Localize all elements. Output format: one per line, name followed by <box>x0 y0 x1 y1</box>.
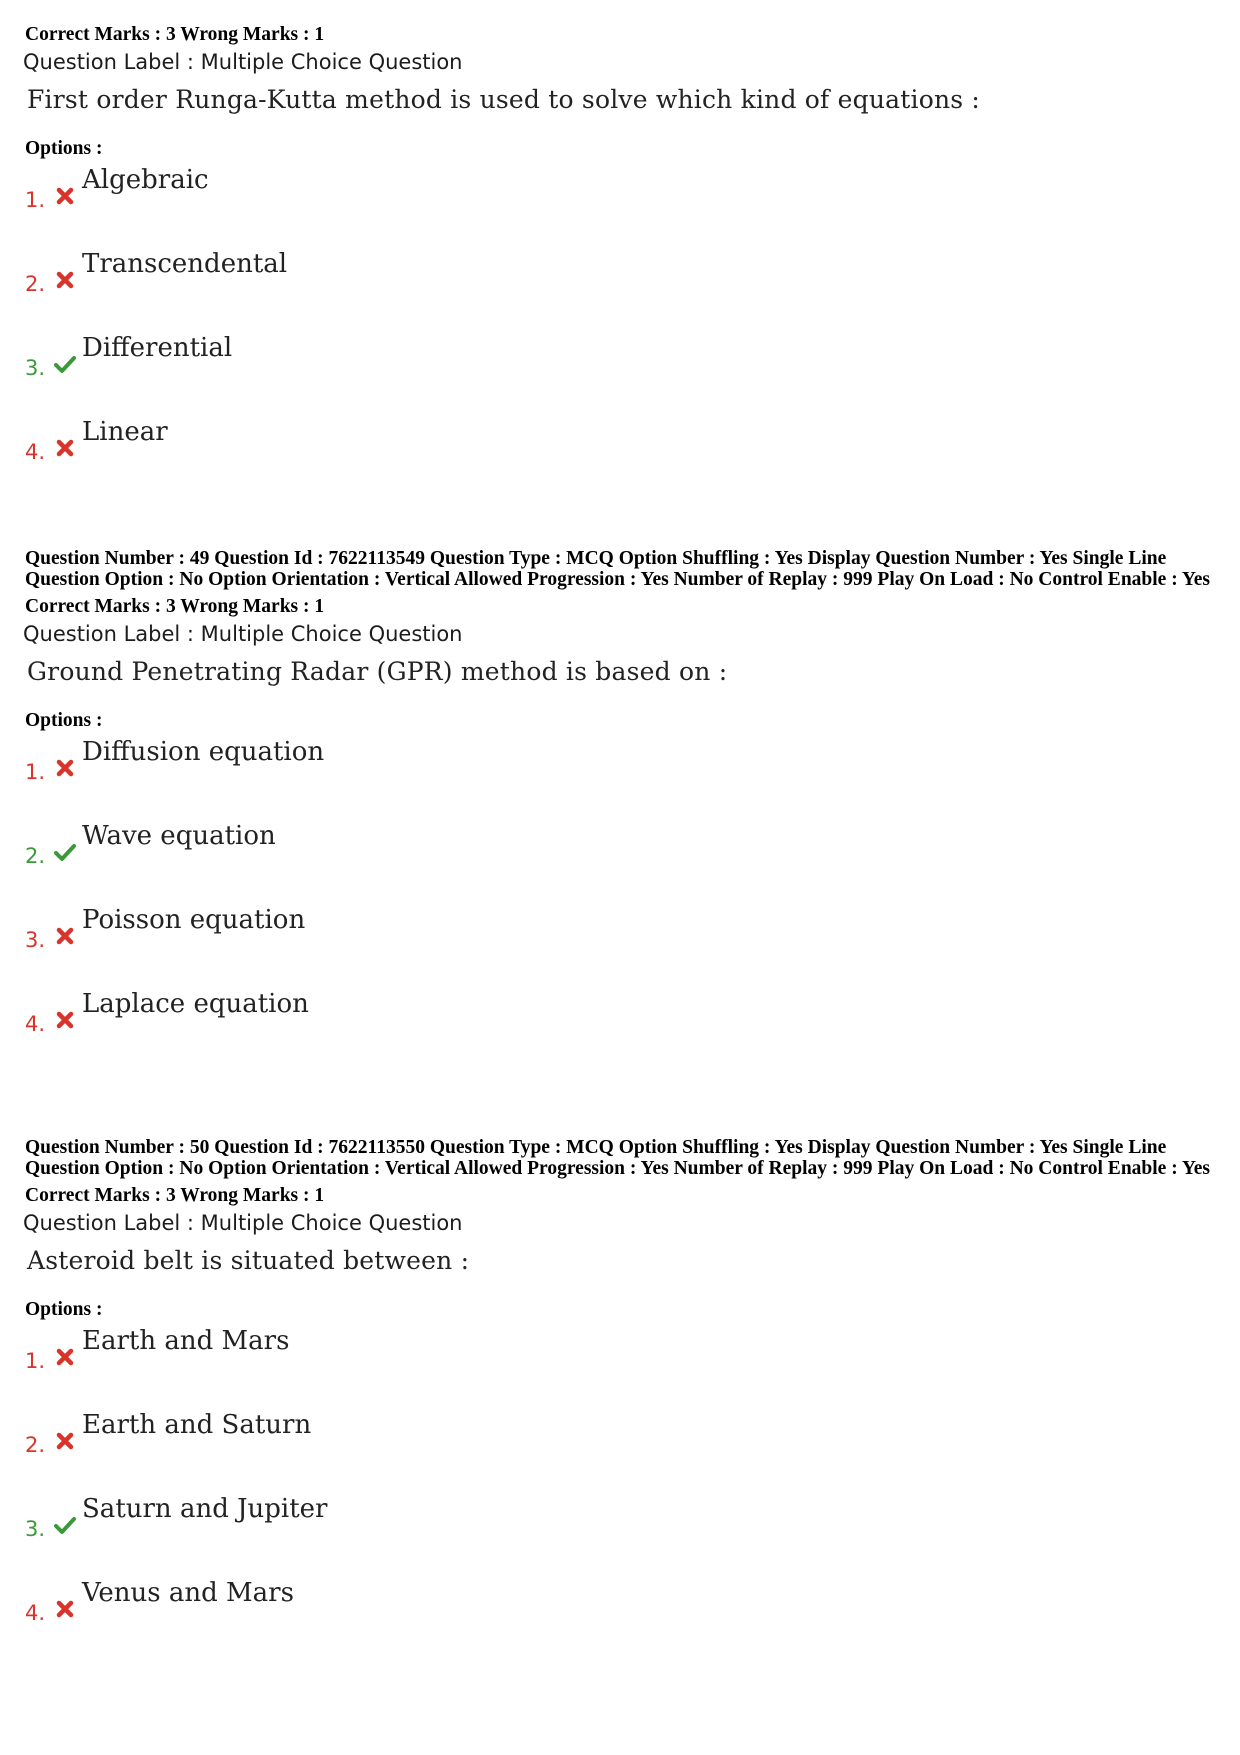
question-block-50 <box>25 1137 1225 1659</box>
option-item[interactable] <box>25 414 1225 498</box>
option-text: Poisson equation <box>82 905 306 935</box>
question-text: Asteroid belt is situated between : <box>27 1246 470 1275</box>
cross-icon <box>53 924 77 948</box>
marks-line: Correct Marks : 3 Wrong Marks : 1 <box>25 24 325 45</box>
cross-icon <box>53 1597 77 1621</box>
options-label: Options : <box>25 710 103 731</box>
option-item[interactable] <box>25 246 1225 330</box>
option-item[interactable] <box>25 902 1225 986</box>
cross-icon <box>53 756 77 780</box>
option-item[interactable] <box>25 330 1225 414</box>
check-icon <box>53 840 77 864</box>
question-meta: Question Number : 50 Question Id : 7622113550 Question Type : MCQ Option Shuffling : Yes Display Question Number : Yes Single Line Question Option : No Option Orientation : Vertical Allowed Progression : Yes Number of Replay : 999 Play On Load : No Control Enable : Yes <box>25 1137 1211 1179</box>
option-number: 2. <box>25 1433 46 1457</box>
question-meta: Question Number : 49 Question Id : 7622113549 Question Type : MCQ Option Shuffling : Yes Display Question Number : Yes Single Line Question Option : No Option Orientation : Vertical Allowed Progression : Yes Number of Replay : 999 Play On Load : No Control Enable : Yes <box>25 548 1211 590</box>
option-item[interactable] <box>25 162 1225 246</box>
option-text: Diffusion equation <box>82 737 325 767</box>
option-text: Earth and Saturn <box>82 1410 312 1440</box>
question-label: Question Label : Multiple Choice Question <box>23 1211 463 1235</box>
question-block-48 <box>25 24 1225 498</box>
option-number: 3. <box>25 356 46 380</box>
option-number: 1. <box>25 188 46 212</box>
cross-icon <box>53 184 77 208</box>
question-label: Question Label : Multiple Choice Question <box>23 622 463 646</box>
option-text: Algebraic <box>82 165 209 195</box>
option-item[interactable] <box>25 1491 1225 1575</box>
option-number: 1. <box>25 760 46 784</box>
question-text: First order Runga-Kutta method is used to solve which kind of equations : <box>27 85 981 114</box>
option-item[interactable] <box>25 1323 1225 1407</box>
question-text: Ground Penetrating Radar (GPR) method is based on : <box>27 657 728 686</box>
marks-line: Correct Marks : 3 Wrong Marks : 1 <box>25 596 325 617</box>
options-list <box>25 734 1225 1070</box>
option-number: 3. <box>25 1517 46 1541</box>
option-number: 4. <box>25 1012 46 1036</box>
option-item[interactable] <box>25 1407 1225 1491</box>
option-number: 4. <box>25 1601 46 1625</box>
option-text: Differential <box>82 333 233 363</box>
question-block-49 <box>25 548 1225 1070</box>
cross-icon <box>53 1345 77 1369</box>
options-list <box>25 162 1225 498</box>
check-icon <box>53 352 77 376</box>
option-text: Saturn and Jupiter <box>82 1494 328 1524</box>
cross-icon <box>53 268 77 292</box>
cross-icon <box>53 1008 77 1032</box>
marks-line: Correct Marks : 3 Wrong Marks : 1 <box>25 1185 325 1206</box>
option-text: Earth and Mars <box>82 1326 290 1356</box>
option-text: Transcendental <box>82 249 288 279</box>
option-item[interactable] <box>25 986 1225 1070</box>
option-item[interactable] <box>25 818 1225 902</box>
option-text: Linear <box>82 417 168 447</box>
option-number: 4. <box>25 440 46 464</box>
option-number: 2. <box>25 272 46 296</box>
option-text: Venus and Mars <box>82 1578 294 1608</box>
option-item[interactable] <box>25 1575 1225 1659</box>
option-number: 1. <box>25 1349 46 1373</box>
question-label: Question Label : Multiple Choice Question <box>23 50 463 74</box>
cross-icon <box>53 436 77 460</box>
option-text: Wave equation <box>82 821 276 851</box>
option-number: 2. <box>25 844 46 868</box>
option-number: 3. <box>25 928 46 952</box>
options-label: Options : <box>25 1299 103 1320</box>
options-label: Options : <box>25 138 103 159</box>
options-list <box>25 1323 1225 1659</box>
option-item[interactable] <box>25 734 1225 818</box>
cross-icon <box>53 1429 77 1453</box>
option-text: Laplace equation <box>82 989 309 1019</box>
check-icon <box>53 1513 77 1537</box>
